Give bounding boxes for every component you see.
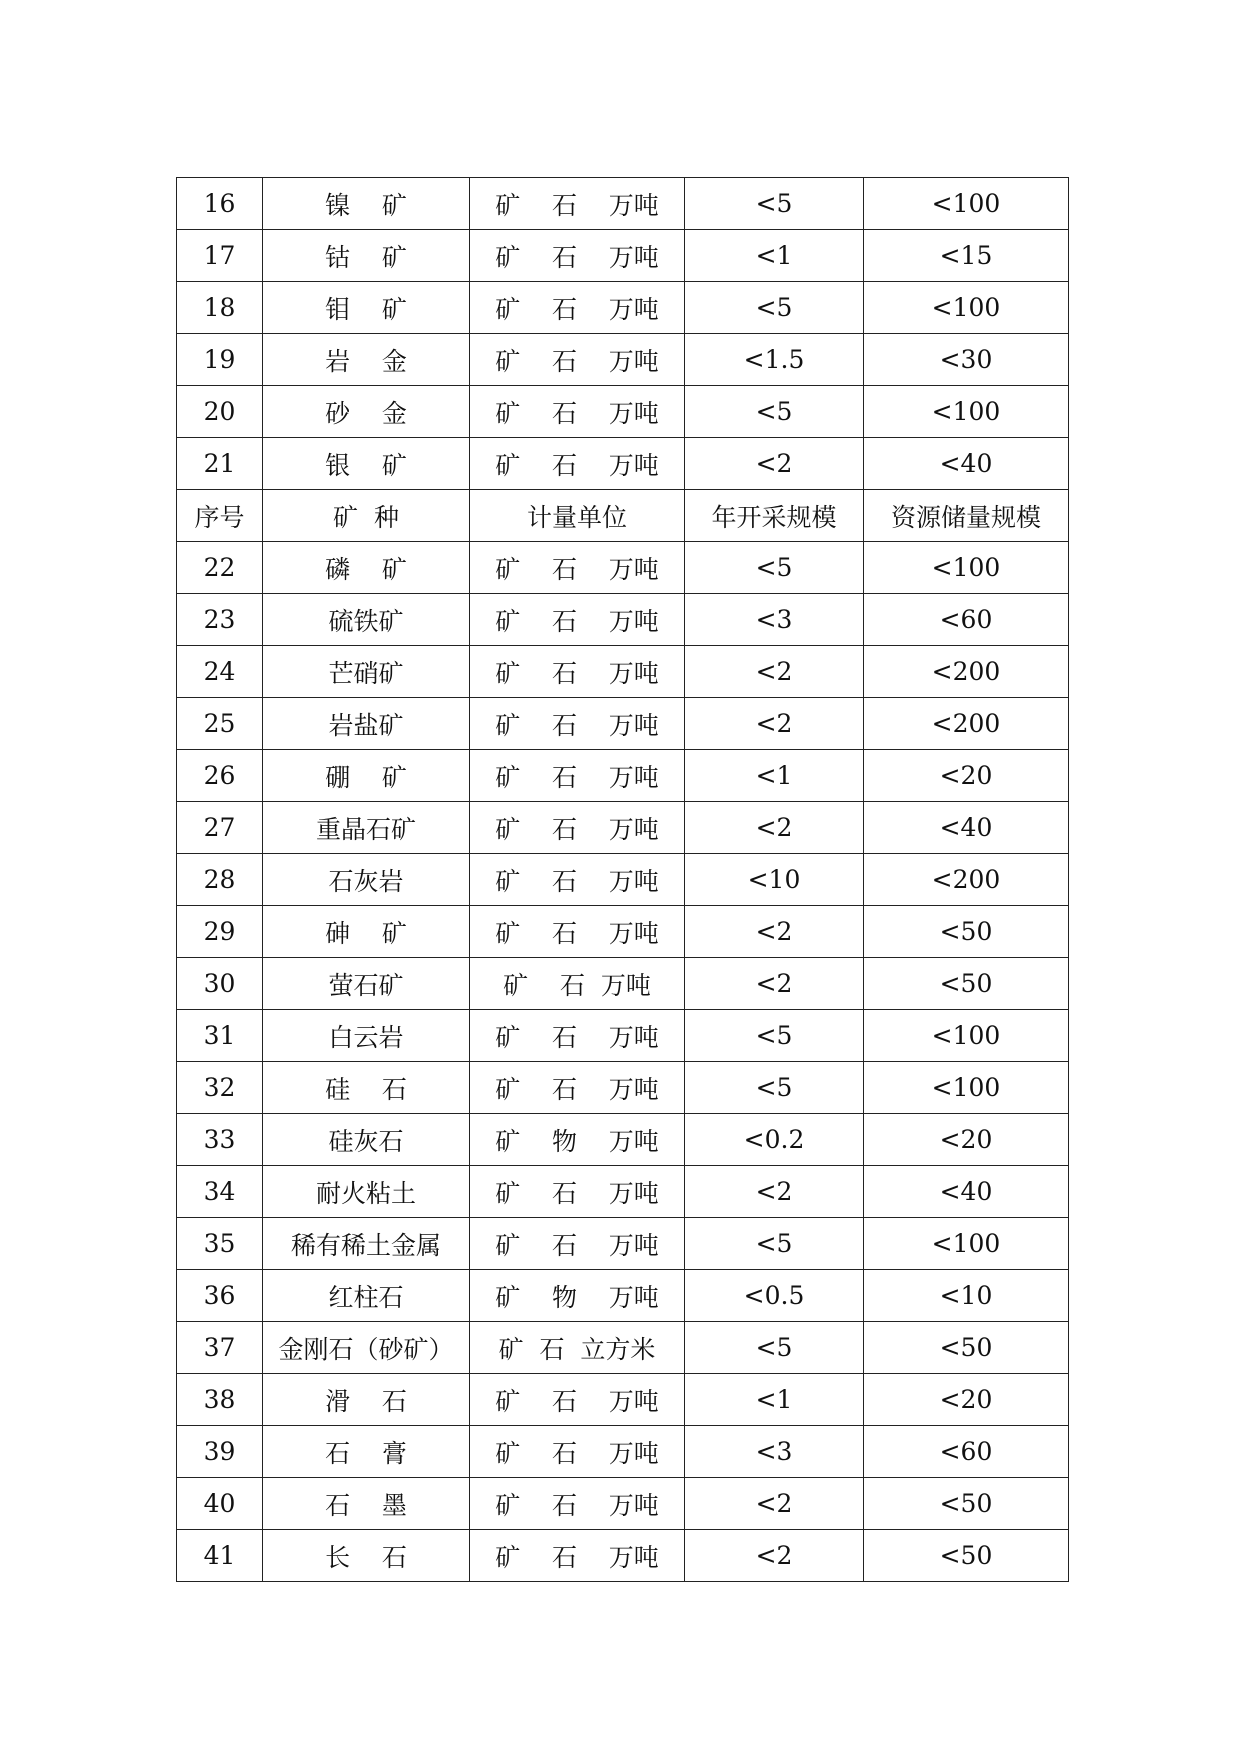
cell-reserve-scale: <100 bbox=[864, 386, 1069, 438]
cell-annual-mining: <5 bbox=[685, 1322, 864, 1374]
cell-unit: 矿 石 万吨 bbox=[470, 334, 685, 386]
cell-mineral: 芒硝矿 bbox=[263, 646, 470, 698]
cell-mineral: 钴 矿 bbox=[263, 230, 470, 282]
cell-mineral: 岩 金 bbox=[263, 334, 470, 386]
cell-annual-mining: <5 bbox=[685, 1010, 864, 1062]
cell-reserve-scale: <15 bbox=[864, 230, 1069, 282]
cell-number: 序号 bbox=[177, 490, 263, 542]
cell-unit: 矿 石 万吨 bbox=[470, 1426, 685, 1478]
table-row bbox=[177, 542, 1069, 594]
cell-unit: 矿 物 万吨 bbox=[470, 1114, 685, 1166]
cell-annual-mining: <2 bbox=[685, 1478, 864, 1530]
cell-reserve-scale: <100 bbox=[864, 1218, 1069, 1270]
cell-mineral: 稀有稀土金属 bbox=[263, 1218, 470, 1270]
cell-unit: 矿 石 万吨 bbox=[470, 1062, 685, 1114]
cell-number: 23 bbox=[177, 594, 263, 646]
cell-annual-mining: <1.5 bbox=[685, 334, 864, 386]
cell-number: 29 bbox=[177, 906, 263, 958]
cell-annual-mining: <1 bbox=[685, 750, 864, 802]
table-row bbox=[177, 802, 1069, 854]
table-row bbox=[177, 594, 1069, 646]
cell-unit: 矿 石 万吨 bbox=[470, 282, 685, 334]
table-row bbox=[177, 854, 1069, 906]
cell-unit: 矿 石 万吨 bbox=[470, 698, 685, 750]
cell-mineral: 岩盐矿 bbox=[263, 698, 470, 750]
table-row bbox=[177, 958, 1069, 1010]
cell-reserve-scale: <40 bbox=[864, 438, 1069, 490]
cell-annual-mining: <2 bbox=[685, 958, 864, 1010]
cell-mineral: 石灰岩 bbox=[263, 854, 470, 906]
cell-number: 34 bbox=[177, 1166, 263, 1218]
table-row bbox=[177, 906, 1069, 958]
table-row bbox=[177, 646, 1069, 698]
cell-annual-mining: <5 bbox=[685, 386, 864, 438]
table-row bbox=[177, 1218, 1069, 1270]
cell-mineral: 长 石 bbox=[263, 1530, 470, 1582]
table-row bbox=[177, 1426, 1069, 1478]
cell-reserve-scale: <100 bbox=[864, 1062, 1069, 1114]
cell-unit: 矿 石 万吨 bbox=[470, 178, 685, 230]
cell-number: 35 bbox=[177, 1218, 263, 1270]
cell-mineral: 金刚石（砂矿） bbox=[263, 1322, 470, 1374]
cell-reserve-scale: <50 bbox=[864, 906, 1069, 958]
cell-unit: 计量单位 bbox=[470, 490, 685, 542]
cell-mineral: 耐火粘土 bbox=[263, 1166, 470, 1218]
cell-reserve-scale: <20 bbox=[864, 750, 1069, 802]
cell-unit: 矿 石 万吨 bbox=[470, 1166, 685, 1218]
cell-annual-mining: <2 bbox=[685, 906, 864, 958]
cell-annual-mining: <5 bbox=[685, 542, 864, 594]
table-header-row bbox=[177, 490, 1069, 542]
cell-number: 18 bbox=[177, 282, 263, 334]
cell-annual-mining: <3 bbox=[685, 594, 864, 646]
cell-number: 41 bbox=[177, 1530, 263, 1582]
table-row bbox=[177, 230, 1069, 282]
cell-unit: 矿 石 万吨 bbox=[470, 958, 685, 1010]
table-row bbox=[177, 1166, 1069, 1218]
cell-reserve-scale: <30 bbox=[864, 334, 1069, 386]
cell-annual-mining: <2 bbox=[685, 1530, 864, 1582]
cell-reserve-scale: 资源储量规模 bbox=[864, 490, 1069, 542]
cell-unit: 矿 石 万吨 bbox=[470, 1530, 685, 1582]
cell-reserve-scale: <100 bbox=[864, 542, 1069, 594]
cell-number: 21 bbox=[177, 438, 263, 490]
cell-reserve-scale: <100 bbox=[864, 1010, 1069, 1062]
cell-unit: 矿 石 立方米 bbox=[470, 1322, 685, 1374]
cell-reserve-scale: <200 bbox=[864, 698, 1069, 750]
cell-unit: 矿 石 万吨 bbox=[470, 1218, 685, 1270]
cell-unit: 矿 石 万吨 bbox=[470, 802, 685, 854]
cell-unit: 矿 石 万吨 bbox=[470, 438, 685, 490]
cell-mineral: 砷 矿 bbox=[263, 906, 470, 958]
cell-reserve-scale: <40 bbox=[864, 1166, 1069, 1218]
cell-reserve-scale: <50 bbox=[864, 1322, 1069, 1374]
cell-number: 27 bbox=[177, 802, 263, 854]
cell-mineral: 滑 石 bbox=[263, 1374, 470, 1426]
cell-mineral: 红柱石 bbox=[263, 1270, 470, 1322]
cell-annual-mining: <1 bbox=[685, 230, 864, 282]
cell-annual-mining: <2 bbox=[685, 802, 864, 854]
cell-reserve-scale: <50 bbox=[864, 1478, 1069, 1530]
table-row bbox=[177, 178, 1069, 230]
table-row bbox=[177, 1478, 1069, 1530]
table-row bbox=[177, 438, 1069, 490]
cell-unit: 矿 石 万吨 bbox=[470, 906, 685, 958]
cell-reserve-scale: <20 bbox=[864, 1114, 1069, 1166]
cell-annual-mining: <5 bbox=[685, 282, 864, 334]
cell-mineral: 硼 矿 bbox=[263, 750, 470, 802]
cell-reserve-scale: <60 bbox=[864, 594, 1069, 646]
cell-annual-mining: <2 bbox=[685, 1166, 864, 1218]
cell-number: 33 bbox=[177, 1114, 263, 1166]
cell-number: 25 bbox=[177, 698, 263, 750]
cell-unit: 矿 石 万吨 bbox=[470, 230, 685, 282]
cell-reserve-scale: <200 bbox=[864, 646, 1069, 698]
cell-reserve-scale: <200 bbox=[864, 854, 1069, 906]
cell-mineral: 硫铁矿 bbox=[263, 594, 470, 646]
cell-mineral: 硅灰石 bbox=[263, 1114, 470, 1166]
table-row bbox=[177, 698, 1069, 750]
table-row bbox=[177, 1530, 1069, 1582]
cell-mineral: 磷 矿 bbox=[263, 542, 470, 594]
cell-mineral: 萤石矿 bbox=[263, 958, 470, 1010]
cell-reserve-scale: <50 bbox=[864, 1530, 1069, 1582]
table-row bbox=[177, 1114, 1069, 1166]
cell-number: 16 bbox=[177, 178, 263, 230]
cell-unit: 矿 石 万吨 bbox=[470, 1478, 685, 1530]
cell-annual-mining: <0.5 bbox=[685, 1270, 864, 1322]
table-row bbox=[177, 334, 1069, 386]
cell-annual-mining: <10 bbox=[685, 854, 864, 906]
cell-number: 39 bbox=[177, 1426, 263, 1478]
cell-reserve-scale: <100 bbox=[864, 282, 1069, 334]
cell-number: 20 bbox=[177, 386, 263, 438]
mineral-scale-table bbox=[176, 177, 1069, 1582]
cell-annual-mining: <2 bbox=[685, 698, 864, 750]
cell-number: 30 bbox=[177, 958, 263, 1010]
cell-number: 28 bbox=[177, 854, 263, 906]
cell-unit: 矿 石 万吨 bbox=[470, 386, 685, 438]
cell-annual-mining: <2 bbox=[685, 646, 864, 698]
cell-reserve-scale: <20 bbox=[864, 1374, 1069, 1426]
cell-reserve-scale: <40 bbox=[864, 802, 1069, 854]
cell-reserve-scale: <60 bbox=[864, 1426, 1069, 1478]
cell-mineral: 砂 金 bbox=[263, 386, 470, 438]
cell-annual-mining: <5 bbox=[685, 178, 864, 230]
cell-unit: 矿 石 万吨 bbox=[470, 1374, 685, 1426]
table-row bbox=[177, 750, 1069, 802]
cell-unit: 矿 石 万吨 bbox=[470, 1010, 685, 1062]
cell-annual-mining: <5 bbox=[685, 1218, 864, 1270]
cell-number: 22 bbox=[177, 542, 263, 594]
table-row bbox=[177, 1010, 1069, 1062]
cell-number: 24 bbox=[177, 646, 263, 698]
cell-number: 37 bbox=[177, 1322, 263, 1374]
table-body bbox=[177, 178, 1069, 1582]
cell-mineral: 重晶石矿 bbox=[263, 802, 470, 854]
cell-number: 36 bbox=[177, 1270, 263, 1322]
cell-mineral: 银 矿 bbox=[263, 438, 470, 490]
cell-unit: 矿 石 万吨 bbox=[470, 542, 685, 594]
cell-reserve-scale: <50 bbox=[864, 958, 1069, 1010]
table-row bbox=[177, 1322, 1069, 1374]
cell-annual-mining: <3 bbox=[685, 1426, 864, 1478]
cell-number: 31 bbox=[177, 1010, 263, 1062]
cell-unit: 矿 石 万吨 bbox=[470, 594, 685, 646]
cell-mineral: 矿 种 bbox=[263, 490, 470, 542]
cell-number: 19 bbox=[177, 334, 263, 386]
cell-mineral: 白云岩 bbox=[263, 1010, 470, 1062]
cell-mineral: 镍 矿 bbox=[263, 178, 470, 230]
cell-unit: 矿 物 万吨 bbox=[470, 1270, 685, 1322]
cell-annual-mining: <2 bbox=[685, 438, 864, 490]
cell-mineral: 石 墨 bbox=[263, 1478, 470, 1530]
cell-annual-mining: 年开采规模 bbox=[685, 490, 864, 542]
cell-mineral: 石 膏 bbox=[263, 1426, 470, 1478]
cell-number: 32 bbox=[177, 1062, 263, 1114]
cell-number: 40 bbox=[177, 1478, 263, 1530]
cell-annual-mining: <5 bbox=[685, 1062, 864, 1114]
cell-unit: 矿 石 万吨 bbox=[470, 854, 685, 906]
cell-reserve-scale: <10 bbox=[864, 1270, 1069, 1322]
table-row bbox=[177, 386, 1069, 438]
cell-number: 17 bbox=[177, 230, 263, 282]
cell-annual-mining: <1 bbox=[685, 1374, 864, 1426]
cell-mineral: 硅 石 bbox=[263, 1062, 470, 1114]
cell-mineral: 钼 矿 bbox=[263, 282, 470, 334]
table-row bbox=[177, 282, 1069, 334]
table-row bbox=[177, 1062, 1069, 1114]
cell-unit: 矿 石 万吨 bbox=[470, 750, 685, 802]
table-row bbox=[177, 1374, 1069, 1426]
cell-reserve-scale: <100 bbox=[864, 178, 1069, 230]
cell-number: 38 bbox=[177, 1374, 263, 1426]
table-row bbox=[177, 1270, 1069, 1322]
cell-number: 26 bbox=[177, 750, 263, 802]
cell-unit: 矿 石 万吨 bbox=[470, 646, 685, 698]
cell-annual-mining: <0.2 bbox=[685, 1114, 864, 1166]
